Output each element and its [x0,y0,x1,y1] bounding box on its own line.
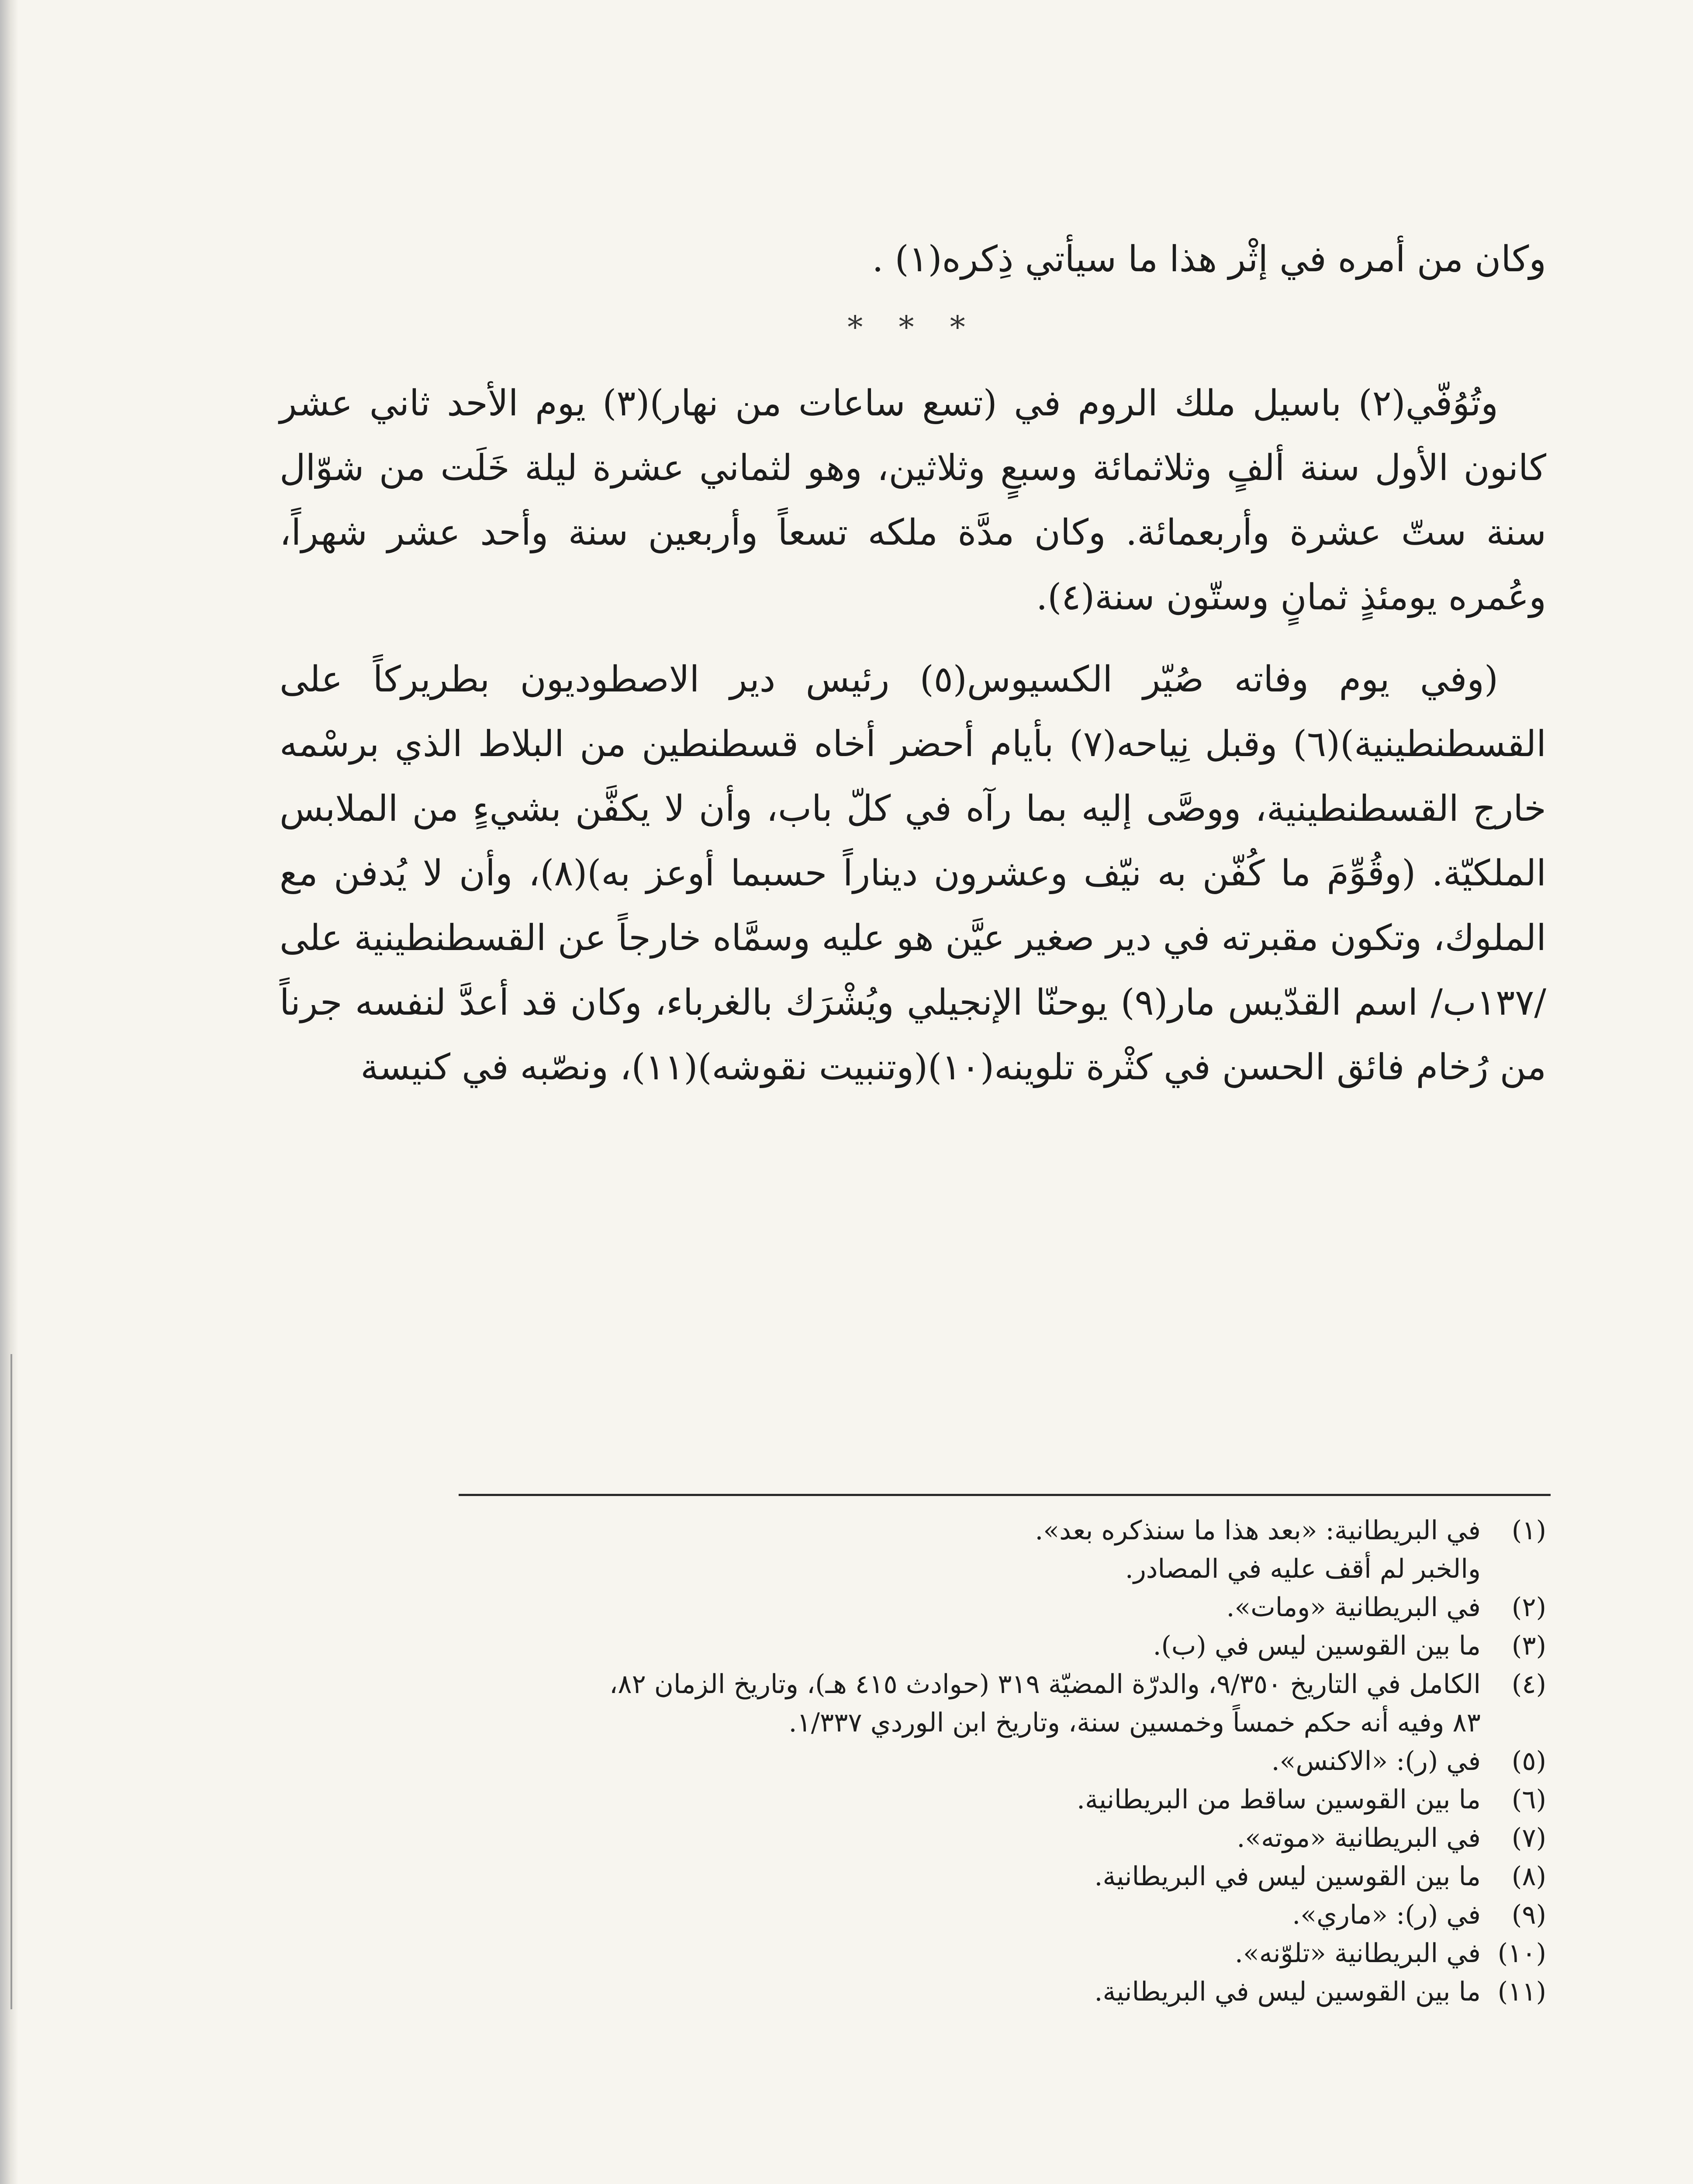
footnote-text: في البريطانية «موته». [1237,1823,1481,1853]
footnote-number: (٤) [1511,1669,1546,1700]
footnote-number: (٣) [1511,1631,1546,1661]
footnote-text: ما بين القوسين ساقط من البريطانية. [1076,1784,1481,1815]
footnote-item [314,1780,1546,1819]
footnote-item [314,1742,1546,1780]
footnote-item [314,1588,1546,1627]
footnote-text: ما بين القوسين ليس في (ب). [1153,1631,1481,1661]
page-body [280,227,1546,1117]
footnote-item [314,1511,1546,1550]
section-divider: * * * [847,309,978,345]
footnote-text: في البريطانية «ومات». [1226,1592,1481,1623]
footnote-item [314,1627,1546,1665]
scan-edge-shadow [0,0,18,2184]
footnote-text: في (ر): «الاكنس». [1271,1746,1481,1776]
footnote-item [314,1665,1546,1704]
footnotes [314,1511,1546,2011]
footnote-number: (٦) [1511,1784,1546,1815]
footnote-item [314,1973,1546,2011]
scan-edge-mark [10,1354,12,2009]
footnote-text: في (ر): «ماري». [1292,1900,1481,1930]
footnote-number: (١) [1511,1515,1546,1546]
footnote-text: ما بين القوسين ليس في البريطانية. [1094,1861,1481,1892]
footnote-text: الكامل في التاريخ ٩/٣٥٠، والدرّة المضيّة ٣١٩ (حوادث ٤١٥ هـ)، وتاريخ الزمان ٨٢، [609,1669,1481,1700]
body-first-line: وكان من أمره في إثْر هذا ما سيأتي ذِكره(١) . [872,238,1546,280]
footnote-text: في البريطانية: «بعد هذا ما سنذكره بعد». [1035,1515,1481,1546]
footnote-continuation: ٨٣ وفيه أنه حكم خمساً وخمسين سنة، وتاريخ ابن الوردي ١/٣٣٧. [788,1707,1481,1738]
footnote-item [314,1857,1546,1896]
footnote-continuation: والخبر لم أقف عليه في المصادر. [1125,1554,1481,1584]
footnote-number: (٨) [1511,1861,1546,1892]
footnote-number: (٩) [1511,1900,1546,1930]
footnote-text: ما بين القوسين ليس في البريطانية. [1094,1977,1481,2007]
footnote-separator [459,1494,1551,1496]
body-paragraph-2: (وفي يوم وفاته صُيّر الكسيوس(٥) رئيس دير الاصطوديون بطريركاً على القسطنطينية)(٦) وقبل نِياحه(٧) بأيام أحضر أخاه قسطنطين من البلاط الذي برسْمه خارج القسطنطينية، ووصَّى إليه بما رآه في كلّ باب، وأن لا يكفَّن بشيءٍ من الملابس الملكيّة. (وقُوِّمَ ما كُفّن به نيّف وعشرون ديناراً حسبما أوعز به)(٨)، وأن لا يُدفن مع الملوك، وتكون مقبرته في دير صغير عيَّن هو عليه وسمَّاه خارجاً عن القسطنطينية على /١٣٧ب/ اسم القدّيس مار(٩) يوحنّا الإنجيلي ويُشْرَك بالغرباء، وكان قد أعدَّ لنفسه جرناً من رُخام فائق الحسن في كثْرة تلوينه(١٠)(وتنبيت نقوشه)(١١)، ونصّبه في كنيسة [280,659,1547,1088]
body-paragraph-1: وتُوُفّي(٢) باسيل ملك الروم في (تسع ساعات من نهار)(٣) يوم الأحد ثاني عشر كانون الأول سنة ألفٍ وثلاثمائة وسبعٍ وثلاثين، وهو لثماني عشرة ليلة خَلَت من شوّال سنة ستّ عشرة وأربعمائة. وكان مدَّة ملكه تسعاً وأربعين سنة وأحد عشر شهراً، وعُمره يومئذٍ ثمانٍ وستّون سنة(٤). [280,383,1546,618]
footnote-text: في البريطانية «تلوّنه». [1234,1938,1481,1969]
footnote-number: (١٠) [1497,1938,1546,1969]
footnote-number: (١١) [1497,1977,1546,2007]
footnote-item [314,1896,1546,1934]
footnote-number: (٥) [1511,1746,1546,1776]
footnote-number: (٧) [1511,1823,1546,1853]
footnote-item [314,1819,1546,1857]
footnote-item [314,1934,1546,1973]
footnote-number: (٢) [1511,1592,1546,1623]
